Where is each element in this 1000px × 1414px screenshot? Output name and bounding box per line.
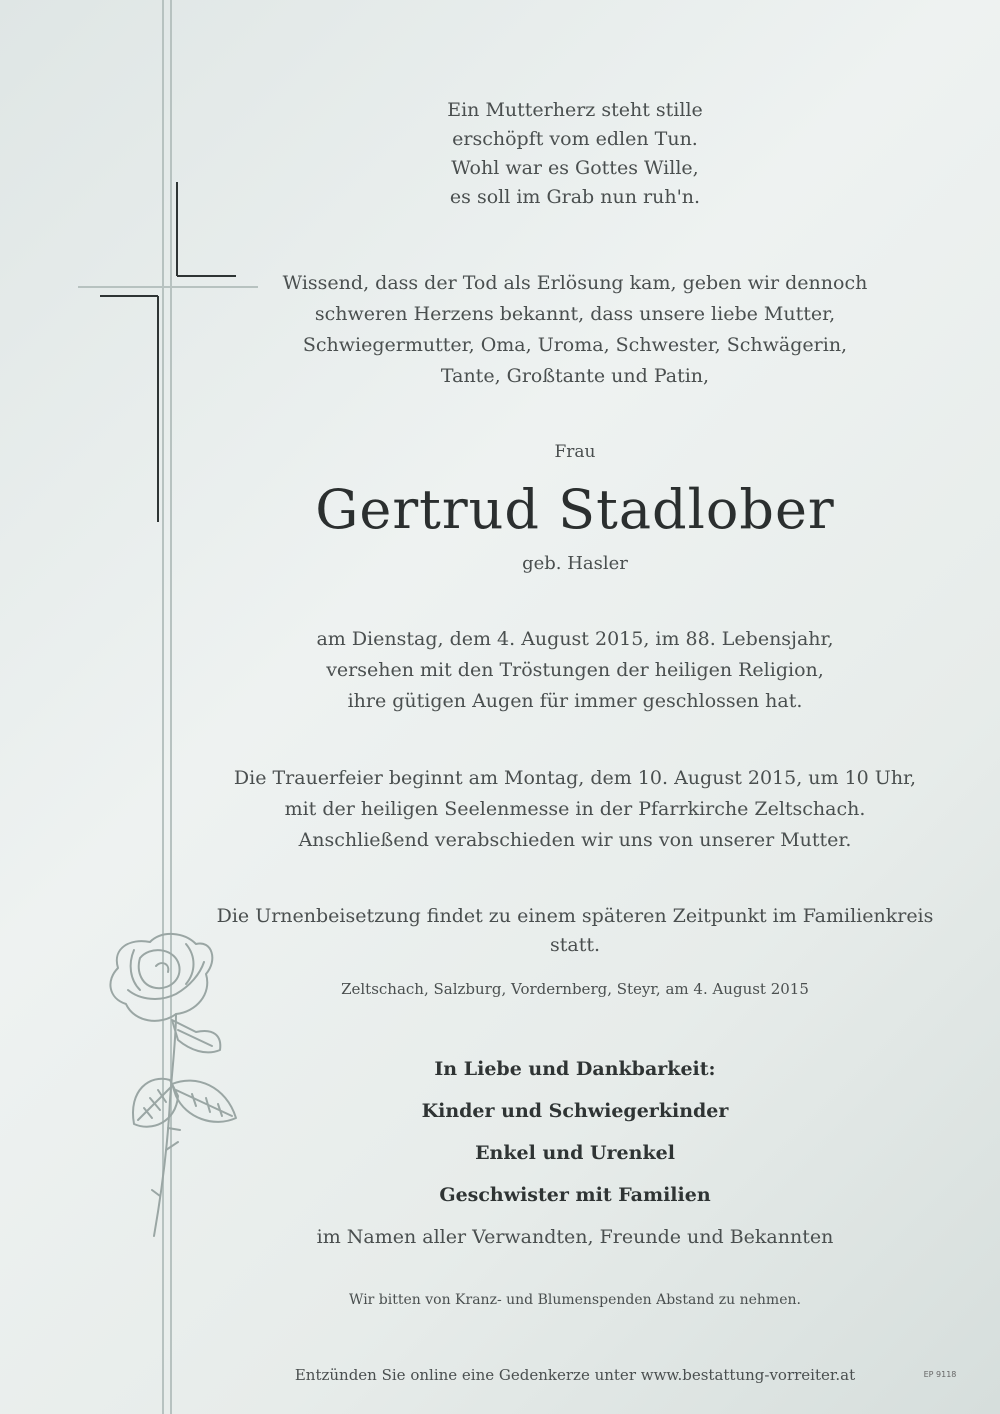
salutation: Frau	[554, 442, 596, 462]
ceremony-line: Die Trauerfeier beginnt am Montag, dem 10. August 2015, um 10 Uhr,	[233, 767, 917, 789]
death-line: ihre gütigen Augen für immer geschlossen hat.	[347, 690, 803, 712]
mourners-others: im Namen aller Verwandten, Freunde und Bekannten	[316, 1226, 834, 1248]
ceremony-info	[215, 763, 935, 856]
death-line: versehen mit den Tröstungen der heiligen Religion,	[326, 659, 824, 681]
intro-line: Schwiegermutter, Oma, Uroma, Schwester, Schwägerin,	[302, 334, 848, 356]
verse-line: Wohl war es Gottes Wille,	[451, 157, 699, 179]
mourners-heading: In Liebe und Dankbarkeit:	[434, 1058, 716, 1080]
verse-line: es soll im Grab nun ruh'n.	[449, 186, 701, 208]
mourner-group: Geschwister mit Familien	[439, 1184, 711, 1206]
intro-line: schweren Herzens bekannt, dass unsere liebe Mutter,	[314, 303, 836, 325]
online-candle-note: Entzünden Sie online eine Gedenkerze unter www.bestattung-vorreiter.at	[294, 1366, 856, 1384]
mourner-group: Enkel und Urenkel	[475, 1142, 675, 1164]
flower-request: Wir bitten von Kranz- und Blumenspenden Abstand zu nehmen.	[349, 1292, 801, 1308]
verse-line: Ein Mutterherz steht stille	[447, 99, 703, 121]
deceased-name: Gertrud Stadlober	[315, 478, 835, 541]
maiden-name: geb. Hasler	[522, 553, 628, 574]
template-code: EP 9118	[923, 1370, 957, 1379]
verse-line: erschöpft vom edlen Tun.	[452, 128, 698, 150]
intro-line: Wissend, dass der Tod als Erlösung kam, geben wir dennoch	[282, 272, 868, 294]
verse	[325, 96, 825, 212]
mourners	[280, 1048, 870, 1258]
ceremony-line: Anschließend verabschieden wir uns von unserer Mutter.	[298, 829, 852, 851]
rose-icon	[110, 934, 236, 1236]
death-notice	[215, 624, 935, 717]
mourner-group: Kinder und Schwiegerkinder	[421, 1100, 729, 1122]
death-line: am Dienstag, dem 4. August 2015, im 88. Lebensjahr,	[316, 628, 834, 650]
place-date: Zeltschach, Salzburg, Vordernberg, Steyr, am 4. August 2015	[341, 980, 809, 998]
announcement-intro	[215, 268, 935, 392]
intro-line: Tante, Großtante und Patin,	[440, 365, 710, 387]
ceremony-line: mit der heiligen Seelenmesse in der Pfarrkirche Zeltschach.	[284, 798, 866, 820]
urn-burial-note: Die Urnenbeisetzung findet zu einem späteren Zeitpunkt im Familienkreis statt.	[216, 905, 934, 956]
